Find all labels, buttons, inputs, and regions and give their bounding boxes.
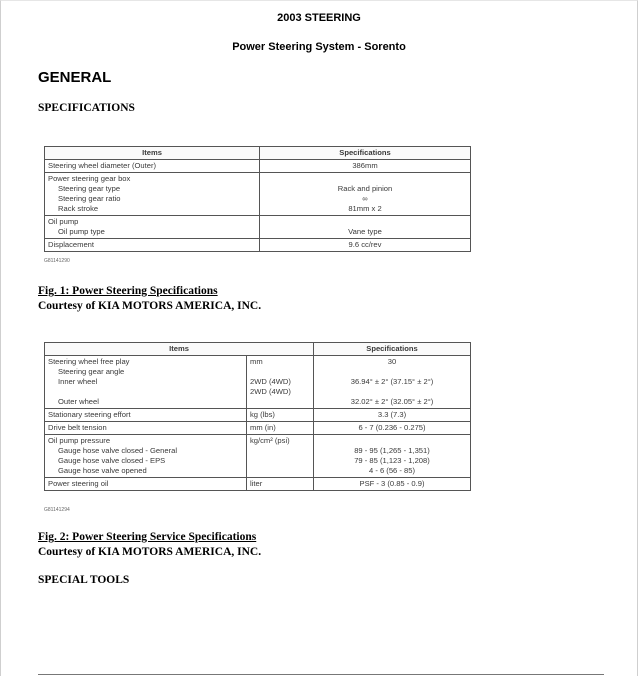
fig2-service-spec-table bbox=[44, 342, 471, 491]
table-cell: Power steering gear box Steering gear type Steering gear ratio Rack stroke bbox=[45, 173, 260, 216]
special-tools-heading: SPECIAL TOOLS bbox=[38, 574, 130, 586]
table-cell: Vane type bbox=[260, 216, 471, 239]
table-cell: mm (in) bbox=[247, 422, 314, 435]
figure-id: G81141290 bbox=[44, 258, 70, 264]
fig2-caption: Fig. 2: Power Steering Service Specifications bbox=[38, 531, 257, 543]
table-cell: kg/cm² (psi) bbox=[247, 435, 314, 478]
column-header-specifications: Specifications bbox=[314, 343, 471, 356]
table-header-row bbox=[45, 147, 471, 160]
table-cell: Steering wheel diameter (Outer) bbox=[45, 160, 260, 173]
table-cell: 3.3 (7.3) bbox=[314, 409, 471, 422]
table-cell: Displacement bbox=[45, 239, 260, 252]
column-header-specifications: Specifications bbox=[260, 147, 471, 160]
table-cell: Power steering oil bbox=[45, 478, 247, 491]
table-row bbox=[45, 435, 471, 478]
column-header-items: Items bbox=[45, 147, 260, 160]
table-cell: 6 - 7 (0.236 - 0.275) bbox=[314, 422, 471, 435]
table-cell: 386mm bbox=[260, 160, 471, 173]
table-cell: 9.6 cc/rev bbox=[260, 239, 471, 252]
document-title: 2003 STEERING bbox=[277, 12, 361, 24]
table-cell: PSF - 3 (0.85 - 0.9) bbox=[314, 478, 471, 491]
table-row bbox=[45, 478, 471, 491]
fig1-courtesy: Courtesy of KIA MOTORS AMERICA, INC. bbox=[38, 300, 262, 312]
bottom-divider bbox=[38, 674, 604, 675]
table-cell: Oil pump Oil pump type bbox=[45, 216, 260, 239]
table-cell: Steering wheel free play Steering gear angle Inner wheel Outer wheel bbox=[45, 356, 247, 409]
table-cell: Drive belt tension bbox=[45, 422, 247, 435]
document-subtitle: Power Steering System - Sorento bbox=[232, 41, 406, 53]
table-row bbox=[45, 356, 471, 409]
table-cell: 30 36.94° ± 2° (37.15° ± 2°) 32.02° ± 2° (32.05° ± 2°) bbox=[314, 356, 471, 409]
table-cell: kg (lbs) bbox=[247, 409, 314, 422]
column-header-items: Items bbox=[45, 343, 314, 356]
table-cell: mm 2WD (4WD) 2WD (4WD) bbox=[247, 356, 314, 409]
table-cell: liter bbox=[247, 478, 314, 491]
table-cell: 89 - 95 (1,265 - 1,351) 79 - 85 (1,123 - 1,208) 4 - 6 (56 - 85) bbox=[314, 435, 471, 478]
table-header-row bbox=[45, 343, 471, 356]
fig1-spec-table bbox=[44, 146, 471, 252]
table-row bbox=[45, 173, 471, 216]
table-row bbox=[45, 422, 471, 435]
fig1-caption: Fig. 1: Power Steering Specifications bbox=[38, 285, 218, 297]
fig2-courtesy: Courtesy of KIA MOTORS AMERICA, INC. bbox=[38, 546, 262, 558]
table-row bbox=[45, 216, 471, 239]
table-cell: Stationary steering effort bbox=[45, 409, 247, 422]
table-cell: Rack and pinion ∞ 81mm x 2 bbox=[260, 173, 471, 216]
table-cell: Oil pump pressure Gauge hose valve closed - General Gauge hose valve closed - EPS Gauge hose valve opened bbox=[45, 435, 247, 478]
table-row bbox=[45, 160, 471, 173]
figure-id: G81141294 bbox=[44, 507, 70, 513]
table-row bbox=[45, 409, 471, 422]
table-row bbox=[45, 239, 471, 252]
section-heading-general: GENERAL bbox=[38, 69, 112, 86]
specifications-heading: SPECIFICATIONS bbox=[38, 102, 135, 114]
